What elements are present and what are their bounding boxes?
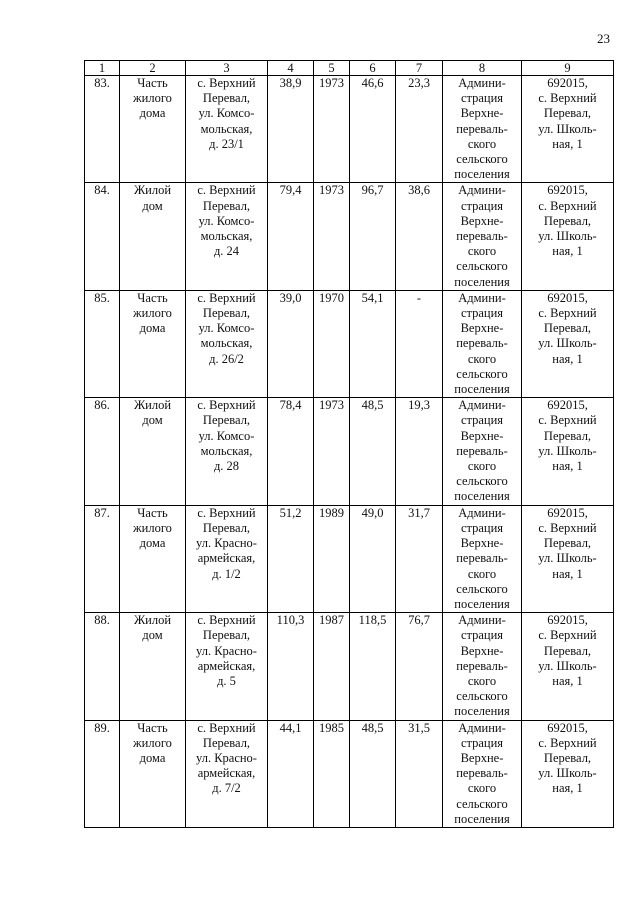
address-cell: [186, 613, 268, 720]
address-line: д. 24: [213, 244, 240, 259]
administration-line: сельского: [456, 796, 508, 811]
column-header: 9: [522, 61, 614, 76]
administration-line: переваль-: [456, 658, 508, 673]
year-cell: [314, 720, 350, 827]
object-type-line: дом: [142, 198, 163, 213]
column-6-cell: [350, 76, 396, 183]
admin-address-line: 692015,: [547, 398, 588, 413]
admin-address-line: 692015,: [547, 76, 588, 90]
column-header: 8: [443, 61, 522, 76]
column-header: 2: [120, 61, 186, 76]
row-number-cell: [85, 398, 120, 505]
administration-line: страция: [460, 735, 504, 750]
total-area-value: 44,1: [279, 720, 302, 735]
column-6-cell: [350, 505, 396, 612]
admin-address-cell: [522, 76, 614, 183]
admin-address-line: Перевал,: [543, 106, 592, 121]
administration-line: ского: [467, 244, 497, 259]
column-header: 6: [350, 61, 396, 76]
total-area-cell: [268, 720, 314, 827]
address-line: ул. Красно-: [196, 750, 257, 765]
year-value: 1970: [319, 290, 344, 305]
object-type-line: Часть: [137, 76, 168, 90]
administration-line: сельского: [456, 152, 508, 167]
administration-line: страция: [460, 91, 504, 106]
total-area-cell: [268, 398, 314, 505]
row-number: 89.: [94, 720, 110, 735]
admin-address-cell: [522, 398, 614, 505]
page-number: 23: [597, 31, 610, 46]
total-area-cell: [268, 183, 314, 290]
administration-line: поселения: [454, 811, 510, 826]
address-line: с. Верхний: [197, 290, 256, 305]
address-line: с. Верхний: [197, 76, 256, 90]
address-line: мольская,: [200, 336, 253, 351]
object-type-cell: [120, 505, 186, 612]
table-body: [85, 76, 614, 828]
total-area-value: 39,0: [279, 290, 302, 305]
column-7-value: 23,3: [408, 76, 430, 90]
object-type-line: жилого: [133, 91, 172, 106]
admin-address-line: ул. Школь-: [538, 766, 597, 781]
admin-address-line: Перевал,: [543, 536, 592, 551]
address-line: ул. Красно-: [196, 536, 257, 551]
address-line: Перевал,: [202, 413, 251, 428]
admin-address-line: Перевал,: [543, 643, 592, 658]
column-6-cell: [350, 613, 396, 720]
administration-line: переваль-: [456, 551, 508, 566]
admin-address-line: с. Верхний: [538, 628, 597, 643]
admin-address-line: ул. Школь-: [538, 121, 597, 136]
administration-line: ского: [467, 673, 497, 688]
object-type-cell: [120, 183, 186, 290]
column-header: 5: [314, 61, 350, 76]
admin-address-line: Перевал,: [543, 750, 592, 765]
column-7-cell: [396, 183, 443, 290]
column-header: 4: [268, 61, 314, 76]
administration-line: Админи-: [458, 76, 506, 90]
address-cell: [186, 76, 268, 183]
column-6-value: 96,7: [361, 183, 384, 198]
administration-line: поселения: [454, 704, 510, 719]
admin-address-line: 692015,: [547, 505, 588, 520]
object-type-line: Жилой: [133, 613, 172, 628]
administration-line: страция: [460, 198, 504, 213]
year-value: 1973: [319, 183, 344, 198]
administration-line: переваль-: [456, 121, 508, 136]
total-area-cell: [268, 76, 314, 183]
admin-address-line: 692015,: [547, 720, 588, 735]
address-line: Перевал,: [202, 306, 251, 321]
address-line: д. 28: [213, 459, 240, 474]
column-6-cell: [350, 290, 396, 397]
administration-line: переваль-: [456, 229, 508, 244]
object-type-line: Жилой: [133, 398, 172, 413]
address-line: ул. Комсо-: [198, 321, 255, 336]
admin-address-line: ная, 1: [552, 244, 583, 259]
admin-address-line: ул. Школь-: [538, 443, 597, 458]
object-type-line: Часть: [137, 505, 168, 520]
admin-address-line: 692015,: [547, 613, 588, 628]
row-number-cell: [85, 505, 120, 612]
total-area-value: 110,3: [276, 613, 305, 628]
year-value: 1987: [319, 613, 344, 628]
total-area-value: 78,4: [279, 398, 302, 413]
row-number-cell: [85, 720, 120, 827]
year-value: 1973: [319, 76, 344, 90]
column-6-value: 49,0: [361, 505, 384, 520]
administration-line: переваль-: [456, 766, 508, 781]
row-number-cell: [85, 76, 120, 183]
column-7-value: 31,7: [408, 505, 430, 520]
administration-line: сельского: [456, 366, 508, 381]
admin-address-line: с. Верхний: [538, 306, 597, 321]
table-row: [85, 76, 614, 183]
administration-line: страция: [460, 628, 504, 643]
row-number: 88.: [94, 613, 110, 628]
administration-cell: [443, 613, 522, 720]
table-row: [85, 183, 614, 290]
address-line: Перевал,: [202, 91, 251, 106]
administration-line: переваль-: [456, 336, 508, 351]
administration-line: ского: [467, 136, 497, 151]
administration-cell: [443, 720, 522, 827]
admin-address-line: Перевал,: [543, 428, 592, 443]
administration-line: поселения: [454, 167, 510, 182]
total-area-value: 79,4: [279, 183, 302, 198]
column-7-value: 38,6: [408, 183, 430, 198]
address-line: с. Верхний: [197, 183, 256, 198]
administration-line: Админи-: [458, 290, 506, 305]
admin-address-line: Перевал,: [543, 321, 592, 336]
address-cell: [186, 290, 268, 397]
address-line: ул. Комсо-: [198, 213, 255, 228]
year-cell: [314, 398, 350, 505]
column-6-cell: [350, 398, 396, 505]
administration-line: ского: [467, 566, 497, 581]
object-type-line: Жилой: [133, 183, 172, 198]
column-6-value: 54,1: [361, 290, 384, 305]
year-cell: [314, 613, 350, 720]
object-type-cell: [120, 290, 186, 397]
admin-address-cell: [522, 505, 614, 612]
administration-line: Админи-: [458, 505, 506, 520]
column-7-value: -: [416, 290, 422, 305]
administration-line: Верхне-: [460, 321, 504, 336]
row-number-cell: [85, 183, 120, 290]
address-line: с. Верхний: [197, 613, 256, 628]
administration-line: поселения: [454, 489, 510, 504]
administration-line: Верхне-: [460, 643, 504, 658]
total-area-cell: [268, 505, 314, 612]
administration-line: страция: [460, 306, 504, 321]
row-number: 84.: [94, 183, 110, 198]
column-6-value: 48,5: [361, 398, 384, 413]
table-row: [85, 505, 614, 612]
administration-line: страция: [460, 520, 504, 535]
admin-address-cell: [522, 613, 614, 720]
column-6-value: 46,6: [361, 76, 384, 90]
administration-cell: [443, 398, 522, 505]
admin-address-line: ул. Школь-: [538, 336, 597, 351]
admin-address-line: ул. Школь-: [538, 229, 597, 244]
column-7-cell: [396, 398, 443, 505]
administration-line: поселения: [454, 596, 510, 611]
admin-address-line: ул. Школь-: [538, 658, 597, 673]
administration-cell: [443, 505, 522, 612]
address-line: армейская,: [197, 766, 256, 781]
object-type-line: Часть: [137, 720, 168, 735]
administration-line: поселения: [454, 274, 510, 289]
column-header: 3: [186, 61, 268, 76]
year-cell: [314, 505, 350, 612]
administration-line: Админи-: [458, 613, 506, 628]
admin-address-cell: [522, 290, 614, 397]
address-line: армейская,: [197, 658, 256, 673]
table-row: [85, 398, 614, 505]
administration-line: поселения: [454, 382, 510, 397]
column-6-cell: [350, 720, 396, 827]
address-line: с. Верхний: [197, 505, 256, 520]
address-cell: [186, 505, 268, 612]
admin-address-line: ная, 1: [552, 136, 583, 151]
object-type-cell: [120, 76, 186, 183]
year-cell: [314, 183, 350, 290]
column-6-value: 118,5: [358, 613, 387, 628]
year-cell: [314, 76, 350, 183]
administration-line: сельского: [456, 474, 508, 489]
year-value: 1989: [319, 505, 344, 520]
column-7-cell: [396, 76, 443, 183]
admin-address-line: ная, 1: [552, 781, 583, 796]
column-7-value: 76,7: [408, 613, 430, 628]
administration-cell: [443, 76, 522, 183]
column-7-cell: [396, 505, 443, 612]
row-number-cell: [85, 613, 120, 720]
object-type-line: дома: [139, 321, 166, 336]
table-row: [85, 613, 614, 720]
address-line: с. Верхний: [197, 720, 256, 735]
address-cell: [186, 183, 268, 290]
administration-cell: [443, 290, 522, 397]
object-type-line: дома: [139, 106, 166, 121]
admin-address-line: с. Верхний: [538, 413, 597, 428]
year-value: 1973: [319, 398, 344, 413]
admin-address-line: Перевал,: [543, 213, 592, 228]
row-number: 83.: [94, 76, 110, 90]
admin-address-line: 692015,: [547, 290, 588, 305]
address-line: Перевал,: [202, 735, 251, 750]
admin-address-line: ная, 1: [552, 351, 583, 366]
admin-address-line: ная, 1: [552, 459, 583, 474]
address-line: Перевал,: [202, 198, 251, 213]
object-type-cell: [120, 398, 186, 505]
row-number-cell: [85, 290, 120, 397]
address-line: мольская,: [200, 229, 253, 244]
object-type-line: дом: [142, 628, 163, 643]
object-type-line: дома: [139, 536, 166, 551]
object-type-line: жилого: [133, 306, 172, 321]
object-type-line: жилого: [133, 520, 172, 535]
address-line: армейская,: [197, 551, 256, 566]
administration-line: Верхне-: [460, 213, 504, 228]
administration-line: ского: [467, 351, 497, 366]
address-line: мольская,: [200, 443, 253, 458]
administration-line: Верхне-: [460, 536, 504, 551]
administration-line: Верхне-: [460, 428, 504, 443]
year-cell: [314, 290, 350, 397]
column-7-value: 31,5: [408, 720, 430, 735]
administration-line: Админи-: [458, 720, 506, 735]
administration-line: страция: [460, 413, 504, 428]
address-line: Перевал,: [202, 520, 251, 535]
column-number-row: [85, 61, 614, 76]
address-line: д. 23/1: [209, 136, 244, 151]
address-line: д. 26/2: [209, 351, 244, 366]
admin-address-line: ул. Школь-: [538, 551, 597, 566]
admin-address-line: с. Верхний: [538, 91, 597, 106]
administration-line: Админи-: [458, 183, 506, 198]
administration-line: Админи-: [458, 398, 506, 413]
column-7-cell: [396, 613, 443, 720]
administration-line: сельского: [456, 689, 508, 704]
admin-address-line: с. Верхний: [538, 735, 597, 750]
year-value: 1985: [319, 720, 344, 735]
admin-address-cell: [522, 183, 614, 290]
administration-line: Верхне-: [460, 106, 504, 121]
admin-address-line: с. Верхний: [538, 198, 597, 213]
address-line: ул. Комсо-: [198, 106, 255, 121]
administration-line: ского: [467, 459, 497, 474]
administration-line: переваль-: [456, 443, 508, 458]
administration-line: сельского: [456, 259, 508, 274]
address-line: д. 5: [217, 673, 236, 688]
administration-cell: [443, 183, 522, 290]
table-row: [85, 720, 614, 827]
total-area-cell: [268, 290, 314, 397]
address-line: д. 1/2: [212, 566, 241, 581]
address-line: Перевал,: [202, 628, 251, 643]
row-number: 85.: [94, 290, 110, 305]
column-6-value: 48,5: [361, 720, 384, 735]
property-registry-table: [84, 60, 614, 828]
row-number: 86.: [94, 398, 110, 413]
address-line: ул. Комсо-: [198, 428, 255, 443]
column-7-value: 19,3: [408, 398, 430, 413]
column-6-cell: [350, 183, 396, 290]
address-line: мольская,: [200, 121, 253, 136]
table-row: [85, 290, 614, 397]
administration-line: ского: [467, 781, 497, 796]
total-area-value: 51,2: [279, 505, 302, 520]
address-line: ул. Красно-: [196, 643, 257, 658]
admin-address-line: ная, 1: [552, 673, 583, 688]
column-7-cell: [396, 720, 443, 827]
object-type-line: жилого: [133, 735, 172, 750]
column-7-cell: [396, 290, 443, 397]
admin-address-line: с. Верхний: [538, 520, 597, 535]
column-header: 7: [396, 61, 443, 76]
object-type-cell: [120, 613, 186, 720]
address-cell: [186, 398, 268, 505]
address-line: д. 7/2: [212, 781, 241, 796]
admin-address-cell: [522, 720, 614, 827]
admin-address-line: 692015,: [547, 183, 588, 198]
object-type-line: Часть: [137, 290, 168, 305]
object-type-line: дом: [142, 413, 163, 428]
object-type-cell: [120, 720, 186, 827]
column-header: 1: [85, 61, 120, 76]
address-line: с. Верхний: [197, 398, 256, 413]
administration-line: сельского: [456, 581, 508, 596]
administration-line: Верхне-: [460, 750, 504, 765]
row-number: 87.: [94, 505, 110, 520]
object-type-line: дома: [139, 750, 166, 765]
total-area-cell: [268, 613, 314, 720]
total-area-value: 38,9: [279, 76, 302, 90]
address-cell: [186, 720, 268, 827]
admin-address-line: ная, 1: [552, 566, 583, 581]
